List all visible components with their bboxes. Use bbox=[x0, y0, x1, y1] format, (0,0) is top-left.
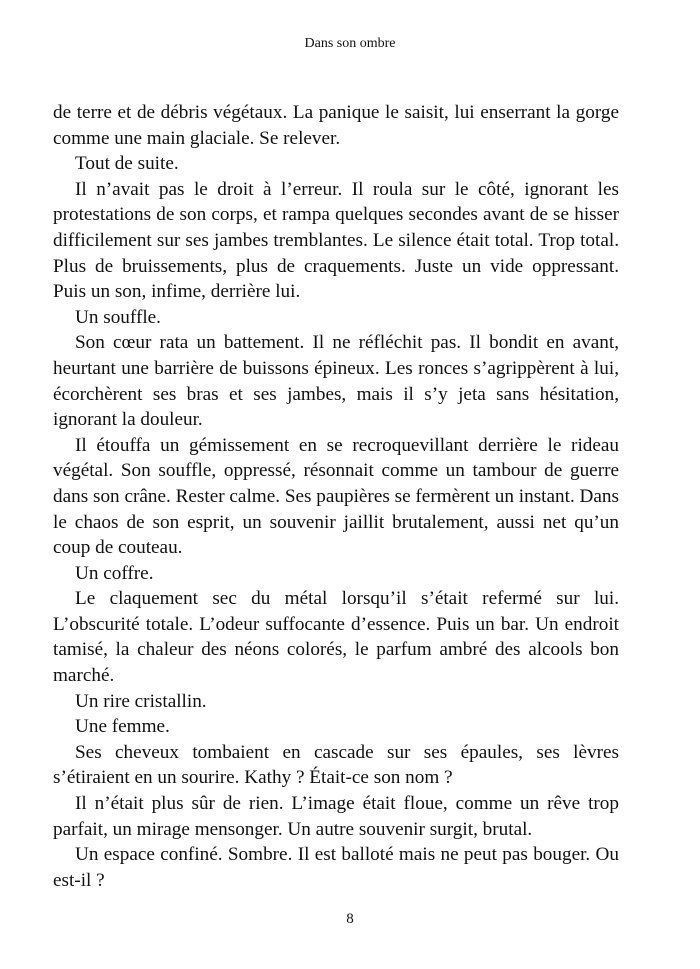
paragraph: Un rire cristallin. bbox=[75, 690, 207, 712]
paragraph: Un coffre. bbox=[75, 562, 154, 584]
paragraph: Ses cheveux tombaient en cascade sur ses épaules, ses lèvres s’étiraient en un sourire. Kathy ? Était-ce son nom ? bbox=[53, 741, 619, 789]
paragraph: Un souffle. bbox=[75, 306, 161, 328]
page-number: 8 bbox=[346, 911, 354, 927]
paragraph: Une femme. bbox=[75, 716, 170, 738]
paragraph: Un espace confiné. Sombre. Il est balloté mais ne peut pas bouger. Ou est-il ? bbox=[53, 844, 619, 891]
paragraph: Il étouffa un gémissement en se recroquevillant derrière le rideau végétal. Son souffle, oppressé, résonnait comme un tambour de guerre dans son crâne. Rester calme. Ses paupières se fermèrent un instant. Dans le chaos de son esprit, un souvenir jaillit brutalement, aussi net qu’un coup de couteau. bbox=[53, 434, 619, 559]
paragraph: Il n’était plus sûr de rien. L’image était floue, comme un rêve trop parfait, un mirage mensonger. Un autre souvenir surgit, brutal. bbox=[53, 793, 619, 840]
paragraph: Il n’avait pas le droit à l’erreur. Il roula sur le côté, ignorant les protestations de son corps, et rampa quelques secondes avant de se hisser difficilement sur ses jambes tremblantes. Le silence était total. Trop total. Plus de bruissements, plus de craquements. Juste un vide oppressant. Puis un son, infime, derrière lui. bbox=[53, 178, 619, 303]
paragraph: Tout de suite. bbox=[75, 153, 179, 175]
paragraph: Son cœur rata un battement. Il ne réfléchit pas. Il bondit en avant, heurtant une barrière de buissons épineux. Les ronces s’agrippèrent à lui, écorchèrent ses bras et ses jambes, mais il s’y jeta sans hésitation, ignorant la douleur. bbox=[53, 332, 619, 431]
page-body-text bbox=[53, 100, 619, 893]
running-header-title: Dans son ombre bbox=[304, 36, 396, 51]
paragraph: Le claquement sec du métal lorsqu’il s’était refermé sur lui. L’obscurité totale. L’odeur suffocante d’essence. Puis un bar. Un endroit tamisé, la chaleur des néons colorés, le parfum ambré des alcools bon marché. bbox=[53, 588, 619, 687]
paragraph: de terre et de débris végétaux. La panique le saisit, lui enserrant la gorge comme une main glaciale. Se relever. bbox=[53, 102, 619, 149]
